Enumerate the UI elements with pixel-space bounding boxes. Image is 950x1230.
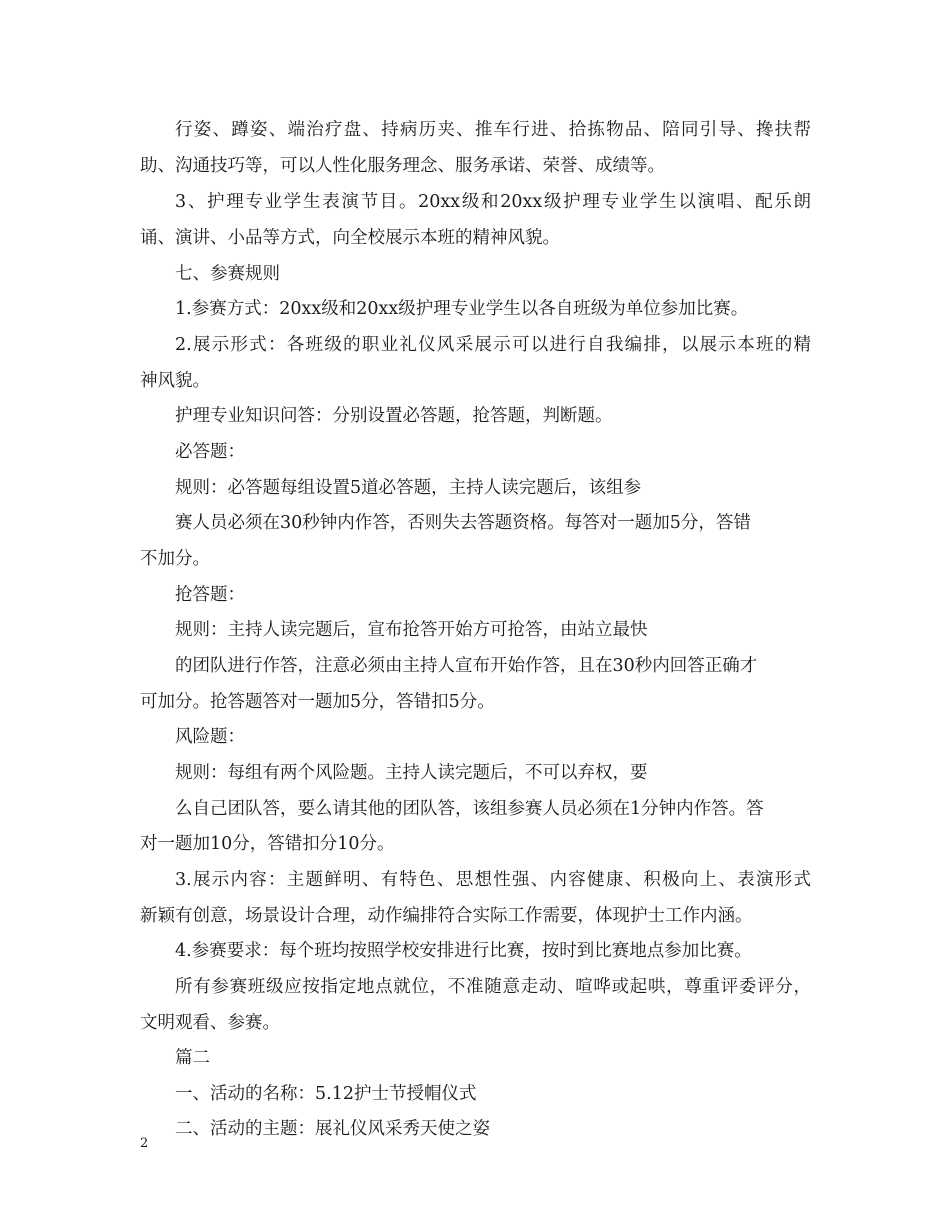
text-line: 3、护理专业学生表演节目。20xx级和20xx级护理专业学生以演唱、配乐朗	[175, 192, 811, 212]
section-heading: 七、参赛规则	[175, 264, 280, 284]
text-line: 的团队进行作答，注意必须由主持人宣布开始作答，且在30秒内回答正确才	[175, 656, 758, 676]
page-number: 2	[140, 1136, 149, 1151]
text-line: 么自己团队答，要么请其他的团队答，该组参赛人员必须在1分钟内作答。答	[175, 799, 764, 819]
text-line: 护理专业知识问答：分别设置必答题，抢答题，判断题。	[175, 406, 613, 426]
section-heading: 篇二	[175, 1048, 210, 1068]
text-line: 助、沟通技巧等，可以人性化服务理念、服务承诺、荣誉、成绩等。	[140, 156, 665, 176]
text-line: 规则：每组有两个风险题。主持人读完题后，不可以弃权，要	[175, 763, 648, 783]
text-line: 3.展示内容：主题鲜明、有特色、思想性强、内容健康、积极向上、表演形式	[175, 870, 811, 890]
text-line: 不加分。	[140, 549, 210, 569]
text-line: 1.参赛方式：20xx级和20xx级护理专业学生以各自班级为单位参加比赛。	[175, 299, 749, 319]
text-line: 新颖有创意，场景设计合理，动作编排符合实际工作需要，体现护士工作内涵。	[140, 906, 753, 926]
text-line: 神风貌。	[140, 371, 210, 391]
text-line: 可加分。抢答题答对一题加5分，答错扣5分。	[140, 692, 495, 712]
text-line: 赛人员必须在30秒钟内作答，否则失去答题资格。每答对一题加5分，答错	[175, 513, 751, 533]
text-line: 行姿、蹲姿、端治疗盘、持病历夹、推车行进、拾拣物品、陪同引导、搀扶帮	[175, 120, 811, 140]
text-line: 2.展示形式：各班级的职业礼仪风采展示可以进行自我编排，以展示本班的精	[175, 335, 811, 355]
text-line: 对一题加10分，答错扣分10分。	[140, 834, 395, 854]
text-line: 4.参赛要求：每个班均按照学校安排进行比赛，按时到比赛地点参加比赛。	[175, 941, 752, 961]
text-line: 一、活动的名称：5.12护士节授帽仪式	[175, 1084, 477, 1104]
text-line: 诵、演讲、小品等方式，向全校展示本班的精神风貌。	[140, 228, 560, 248]
text-line: 规则：主持人读完题后，宣布抢答开始方可抢答，由站立最快	[175, 620, 648, 640]
text-line: 所有参赛班级应按指定地点就位，不准随意走动、喧哗或起哄，尊重评委评分，	[175, 977, 811, 997]
subheading: 风险题：	[175, 727, 245, 747]
text-line: 文明观看、参赛。	[140, 1013, 280, 1033]
subheading: 抢答题：	[175, 585, 245, 605]
subheading: 必答题：	[175, 442, 245, 462]
text-line: 规则：必答题每组设置5道必答题，主持人读完题后，该组参	[175, 478, 642, 498]
text-line: 二、活动的主题：展礼仪风采秀天使之姿	[175, 1119, 490, 1139]
